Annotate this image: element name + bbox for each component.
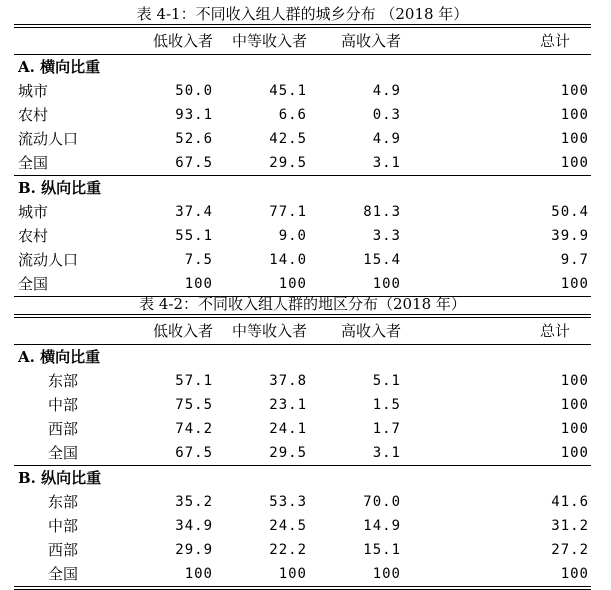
cell-total: 100 <box>560 107 589 123</box>
cell-high: 14.9 <box>363 518 401 534</box>
cell-middle: 37.8 <box>269 373 307 389</box>
cell-low: 74.2 <box>175 421 213 437</box>
cell-total: 100 <box>560 566 589 582</box>
table-row <box>14 200 591 224</box>
cell-total: 100 <box>560 445 589 461</box>
table-row <box>14 562 591 586</box>
row-label: 农村 <box>18 227 49 245</box>
row-label: 全国 <box>18 275 49 293</box>
cell-middle: 23.1 <box>269 397 307 413</box>
table-title: 表 4-1：不同收入组人群的城乡分布 （2018 年） <box>136 5 469 23</box>
cell-low: 55.1 <box>175 228 213 244</box>
cell-high: 3.1 <box>372 155 401 171</box>
table-row <box>14 417 591 441</box>
cell-middle: 29.5 <box>269 155 307 171</box>
cell-high: 5.1 <box>372 373 401 389</box>
header-high: 高收入者 <box>340 322 401 340</box>
table-row <box>14 538 591 562</box>
cell-middle: 45.1 <box>269 83 307 99</box>
row-label: 中部 <box>48 517 79 535</box>
row-label: 全国 <box>48 565 79 583</box>
section-a-label: A. 横向比重 <box>18 58 101 76</box>
cell-total: 100 <box>560 421 589 437</box>
cell-middle: 6.6 <box>278 107 307 123</box>
table-row <box>14 514 591 538</box>
row-label: 流动人口 <box>18 251 79 269</box>
table-row <box>14 224 591 248</box>
row-label: 全国 <box>48 444 79 462</box>
cell-middle: 14.0 <box>269 252 307 268</box>
table-row <box>14 151 591 175</box>
cell-middle: 29.5 <box>269 445 307 461</box>
cell-high: 0.3 <box>372 107 401 123</box>
cell-low: 29.9 <box>175 542 213 558</box>
header-blank <box>14 318 143 344</box>
cell-high: 100 <box>372 566 401 582</box>
cell-low: 100 <box>184 276 213 292</box>
header-total: 总计 <box>539 322 570 340</box>
cell-low: 67.5 <box>175 155 213 171</box>
cell-middle: 77.1 <box>269 204 307 220</box>
cell-total: 41.6 <box>551 494 589 510</box>
cell-middle: 22.2 <box>269 542 307 558</box>
header-middle: 中等收入者 <box>231 322 307 340</box>
section-heading <box>14 55 591 79</box>
table-row <box>14 79 591 103</box>
rows-a <box>14 79 591 175</box>
cell-high: 1.7 <box>372 421 401 437</box>
cell-middle: 24.5 <box>269 518 307 534</box>
header-high: 高收入者 <box>340 32 401 50</box>
table-regional <box>14 294 591 590</box>
cell-total: 9.7 <box>560 252 589 268</box>
cell-middle: 53.3 <box>269 494 307 510</box>
rows-b <box>14 490 591 586</box>
header-middle: 中等收入者 <box>231 32 307 50</box>
table-row <box>14 490 591 514</box>
table-title: 表 4-2：不同收入组人群的地区分布（2018 年） <box>139 295 466 313</box>
table-row <box>14 248 591 272</box>
cell-high: 15.1 <box>363 542 401 558</box>
cell-total: 31.2 <box>551 518 589 534</box>
table-row <box>14 103 591 127</box>
cell-high: 1.5 <box>372 397 401 413</box>
row-label: 东部 <box>48 493 79 511</box>
table-row <box>14 393 591 417</box>
cell-total: 100 <box>560 373 589 389</box>
cell-low: 34.9 <box>175 518 213 534</box>
cell-high: 100 <box>372 276 401 292</box>
cell-total: 27.2 <box>551 542 589 558</box>
cell-middle: 9.0 <box>278 228 307 244</box>
cell-low: 67.5 <box>175 445 213 461</box>
section-heading <box>14 466 591 490</box>
header-low: 低收入者 <box>152 32 213 50</box>
row-label: 中部 <box>48 396 79 414</box>
cell-low: 35.2 <box>175 494 213 510</box>
rows-a <box>14 369 591 465</box>
cell-low: 37.4 <box>175 204 213 220</box>
section-a-label: A. 横向比重 <box>18 348 101 366</box>
table-urban-rural <box>14 4 591 297</box>
section-b-label: B. 纵向比重 <box>18 179 102 197</box>
row-label: 流动人口 <box>18 130 79 148</box>
row-label: 全国 <box>18 154 49 172</box>
row-label: 西部 <box>48 541 79 559</box>
cell-total: 100 <box>560 155 589 171</box>
section-heading <box>14 345 591 369</box>
section-heading <box>14 176 591 200</box>
cell-low: 7.5 <box>184 252 213 268</box>
cell-middle: 24.1 <box>269 421 307 437</box>
cell-low: 93.1 <box>175 107 213 123</box>
cell-high: 15.4 <box>363 252 401 268</box>
cell-low: 50.0 <box>175 83 213 99</box>
cell-low: 52.6 <box>175 131 213 147</box>
section-b-label: B. 纵向比重 <box>18 469 102 487</box>
header-row <box>14 28 591 54</box>
header-total: 总计 <box>539 32 570 50</box>
cell-high: 81.3 <box>363 204 401 220</box>
row-label: 农村 <box>18 106 49 124</box>
cell-low: 100 <box>184 566 213 582</box>
cell-high: 3.3 <box>372 228 401 244</box>
cell-low: 75.5 <box>175 397 213 413</box>
row-label: 城市 <box>18 203 49 221</box>
cell-high: 3.1 <box>372 445 401 461</box>
cell-middle: 100 <box>278 276 307 292</box>
row-label: 东部 <box>48 372 79 390</box>
cell-total: 100 <box>560 83 589 99</box>
cell-total: 50.4 <box>551 204 589 220</box>
table-row <box>14 127 591 151</box>
header-blank <box>14 28 143 54</box>
bottom-rule <box>14 586 591 590</box>
header-low: 低收入者 <box>152 322 213 340</box>
rows-b <box>14 200 591 296</box>
cell-high: 70.0 <box>363 494 401 510</box>
cell-high: 4.9 <box>372 83 401 99</box>
row-label: 西部 <box>48 420 79 438</box>
table-row <box>14 369 591 393</box>
cell-total: 39.9 <box>551 228 589 244</box>
cell-low: 57.1 <box>175 373 213 389</box>
table-row <box>14 441 591 465</box>
cell-middle: 42.5 <box>269 131 307 147</box>
cell-total: 100 <box>560 276 589 292</box>
cell-total: 100 <box>560 131 589 147</box>
cell-total: 100 <box>560 397 589 413</box>
header-row <box>14 318 591 344</box>
cell-middle: 100 <box>278 566 307 582</box>
row-label: 城市 <box>18 82 49 100</box>
table-row <box>14 272 591 296</box>
cell-high: 4.9 <box>372 131 401 147</box>
